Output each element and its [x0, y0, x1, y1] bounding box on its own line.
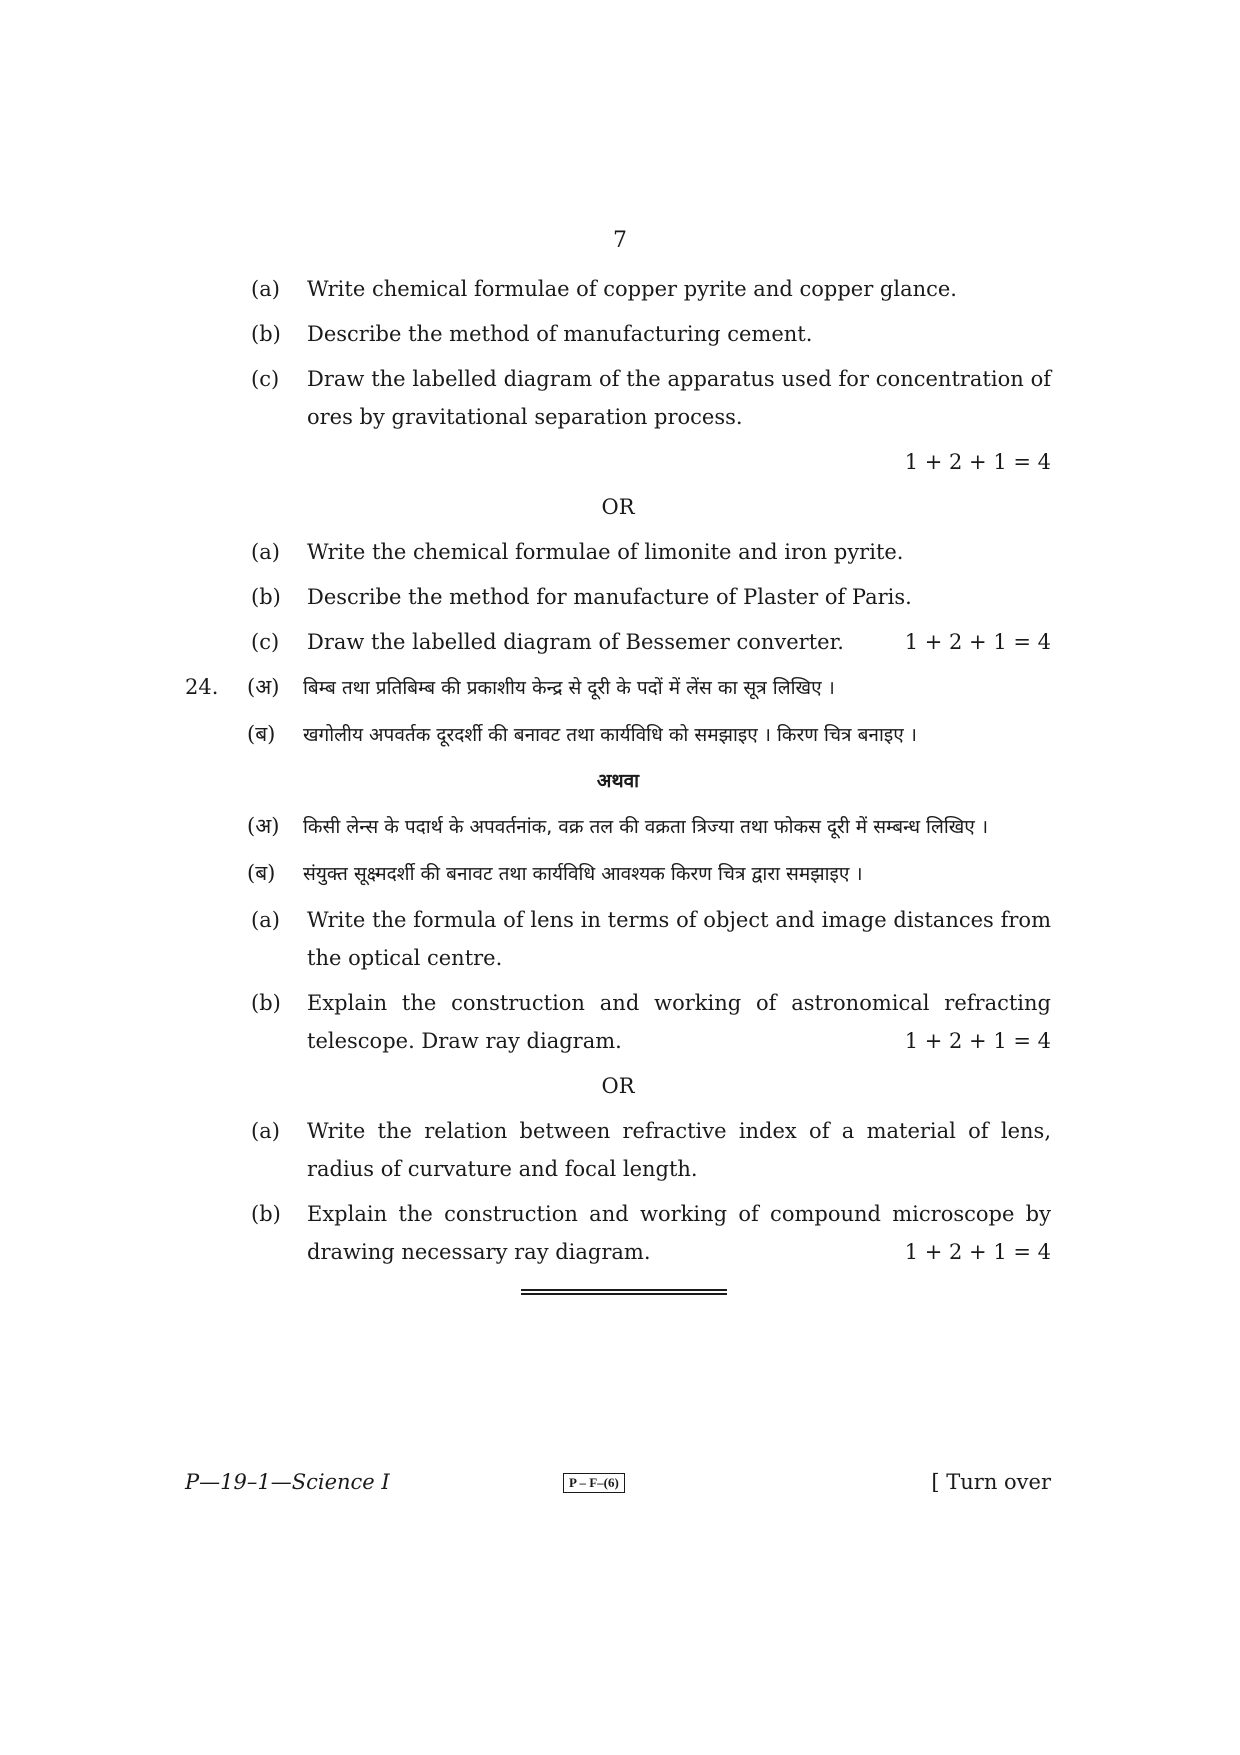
question-item — [185, 807, 1051, 847]
item-text: Write the relation between refractive index of a material of lens, radius of curvature and focal length. — [307, 1119, 1051, 1181]
question-item — [185, 533, 1051, 571]
marks: 1 + 2 + 1 = 4 — [904, 1029, 1051, 1053]
item-label: (अ) — [247, 675, 280, 699]
question-item — [185, 315, 1051, 353]
item-text: किसी लेन्स के पदार्थ के अपवर्तनांक, वक्र तल की वक्रता त्रिज्या तथा फोकस दूरी में सम्बन्ध लिखिए । — [303, 816, 989, 838]
question-content — [185, 270, 1051, 1295]
turn-over-note: [ Turn over — [931, 1470, 1051, 1494]
page-footer — [185, 1470, 1051, 1502]
item-text: Explain the construction and working of compound microscope by drawing necessary ray diagram. — [307, 1202, 1051, 1264]
marks: 1 + 2 + 1 = 4 — [904, 450, 1051, 474]
or-separator-hindi: अथवा — [596, 770, 640, 792]
item-text: Write the chemical formulae of limonite and iron pyrite. — [307, 540, 904, 564]
item-label: (ब) — [247, 861, 276, 885]
item-text: बिम्ब तथा प्रतिबिम्ब की प्रकाशीय केन्द्र से दूरी के पदों में लेंस का सूत्र लिखिए । — [303, 677, 835, 699]
item-label: (b) — [251, 585, 281, 609]
item-label: (b) — [251, 1202, 281, 1226]
question-24 — [185, 668, 1051, 708]
question-item — [185, 854, 1051, 894]
set-code-box: P – F–(6) — [563, 1473, 625, 1493]
question-item — [185, 578, 1051, 616]
item-text: Draw the labelled diagram of Bessemer converter. — [307, 630, 844, 654]
item-label: (c) — [251, 367, 280, 391]
item-label: (b) — [251, 991, 281, 1015]
item-label: (a) — [251, 1119, 280, 1143]
question-item — [185, 984, 1051, 1060]
end-rule — [521, 1289, 727, 1295]
question-item — [185, 1195, 1051, 1271]
page-number: 7 — [613, 228, 627, 253]
item-label: (b) — [251, 322, 281, 346]
question-item — [185, 360, 1051, 436]
item-text: Explain the construction and working of astronomical refracting telescope. Draw ray diagram. — [307, 991, 1051, 1053]
question-number: 24. — [185, 675, 219, 699]
or-separator: OR — [601, 495, 635, 519]
paper-code: P—19–1—Science I — [185, 1470, 390, 1494]
item-label: (अ) — [247, 814, 280, 838]
item-text: संयुक्त सूक्ष्मदर्शी की बनावट तथा कार्यविधि आवश्यक किरण चित्र द्वारा समझाइए । — [303, 863, 863, 885]
item-label: (a) — [251, 540, 280, 564]
item-label: (c) — [251, 630, 280, 654]
item-label: (ब) — [247, 722, 276, 746]
question-item — [185, 1112, 1051, 1188]
marks: 1 + 2 + 1 = 4 — [904, 1240, 1051, 1264]
item-text: खगोलीय अपवर्तक दूरदर्शी की बनावट तथा कार्यविधि को समझाइए । किरण चित्र बनाइए । — [303, 724, 917, 746]
marks: 1 + 2 + 1 = 4 — [904, 630, 1051, 654]
item-text: Describe the method for manufacture of Plaster of Paris. — [307, 585, 912, 609]
item-text: Write chemical formulae of copper pyrite and copper glance. — [307, 277, 957, 301]
item-label: (a) — [251, 908, 280, 932]
item-text: Draw the labelled diagram of the apparatus used for concentration of ores by gravitational separation process. — [307, 367, 1051, 429]
question-item — [185, 715, 1051, 755]
or-separator: OR — [601, 1074, 635, 1098]
item-text: Write the formula of lens in terms of object and image distances from the optical centre. — [307, 908, 1051, 970]
question-item — [185, 623, 1051, 661]
item-text: Describe the method of manufacturing cement. — [307, 322, 813, 346]
question-item — [185, 901, 1051, 977]
item-label: (a) — [251, 277, 280, 301]
question-item — [185, 270, 1051, 308]
